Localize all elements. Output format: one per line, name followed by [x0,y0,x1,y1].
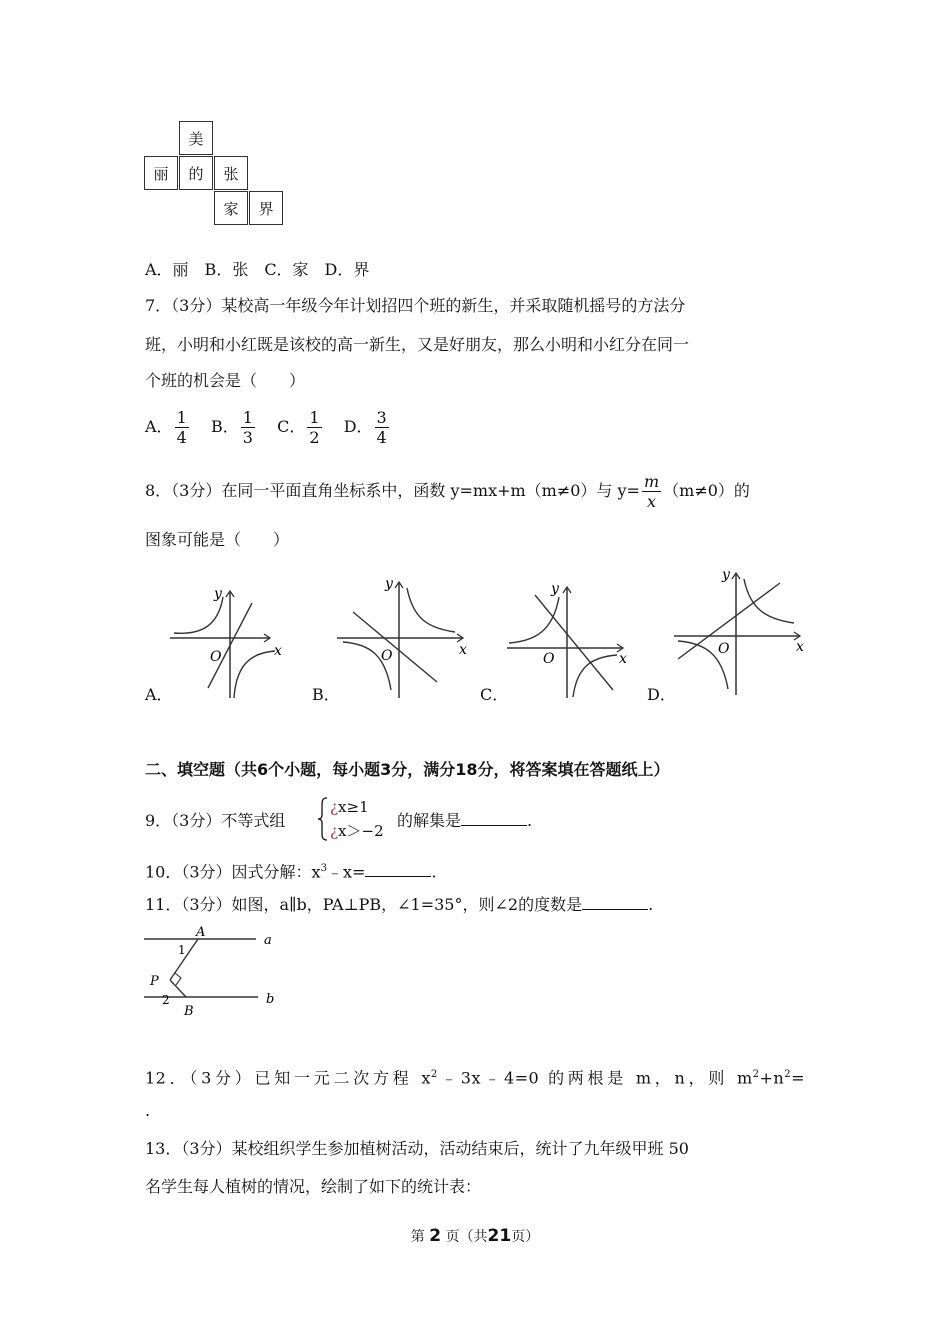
q8-graph-d [672,563,812,698]
grid-cell-jie: 界 [249,191,283,225]
q11-label-B: B [184,1004,194,1019]
q8-option-a-label: A． [145,685,173,704]
q11-label-1: 1 [178,943,186,957]
grid-cell-de: 的 [179,156,213,190]
q11-label-A: A [196,925,206,940]
q8d-x-label: x [796,639,804,655]
q9-row2: ¿x＞−2 [330,822,384,840]
q8b-y-label: y [385,576,393,592]
q6-options: A．丽 B．张 C．家 D．界 [145,260,370,279]
q8b-x-label: x [459,642,467,658]
q7-line2: 班，小明和小红既是该校的高一新生，又是好朋友，那么小明和小红分在同一 [145,335,690,354]
q8-line1: 8．（3分）在同一平面直角坐标系中，函数 y=mx+m（m≠0）与 y= $\frac{m}{x}$ （m≠0）的 [145,472,750,511]
q9-prefix: 9．（3分）不等式组 [145,811,286,830]
q7-option-b: B． $\frac{1}{3}$ [210,408,253,447]
q7-option-a: A． $\frac{1}{4}$ [145,408,187,447]
q11-label-P: P [150,974,159,989]
q12-line1: 12．（3分）已知一元二次方程 $x^2﹣3x﹣4=0$ 的两根是 m，n，则 $m^2+n^2=$ [145,1068,805,1088]
q10-answer-blank[interactable] [365,860,431,877]
q7-option-d: D． $\frac{3}{4}$ [343,408,387,447]
q7-option-c: C． $\frac{1}{2}$ [277,408,320,447]
q10-line: 10．（3分）因式分解：$x^3﹣x=$ . [145,862,437,882]
q11-label-2: 2 [162,993,170,1007]
grid-cell-li: 丽 [144,156,178,190]
q8-option-c-label: C． [480,685,509,704]
q8a-x-label: x [274,643,282,659]
q11-figure [140,922,285,1028]
q7-line1: 7．（3分）某校高一年级今年计划招四个班的新生，并采取随机摇号的方法分 [145,296,686,315]
footer-page-number: 2 [429,1226,442,1246]
q8-option-d-label: D． [647,685,676,704]
q7-options [145,406,391,448]
q8-graph-c [505,575,635,700]
q9-row1: ¿x≥1 [330,798,369,816]
q8-graph-a [170,583,290,703]
q13-line1: 13．（3分）某校组织学生参加植树活动，活动结束后，统计了九年级甲班 50 [145,1139,689,1158]
q7-line3: 个班的机会是（ ） [145,371,306,390]
section-2-title: 二、填空题（共6个小题，每小题3分，满分18分，将答案填在答题纸上） [145,760,670,779]
q9-brace [317,797,329,841]
q8-line2: 图象可能是（ ） [145,530,290,549]
q8c-origin-label: O [543,651,555,667]
q8c-x-label: x [619,651,627,667]
grid-cell-zhang: 张 [214,156,248,190]
q9-answer-blank[interactable] [461,809,527,826]
q11-label-b: b [266,992,275,1007]
q8c-y-label: y [551,581,559,597]
footer-total-pages: 21 [487,1226,512,1246]
q11-answer-blank[interactable] [582,893,648,910]
q12-line2: . [145,1101,151,1120]
grid-cell-jia: 家 [214,191,248,225]
q8-option-b-label: B． [312,685,340,704]
q8a-y-label: y [214,586,222,602]
q9-suffix: 的解集是 . [397,811,533,830]
q8d-origin-label: O [718,641,730,657]
page-footer: 第 2 页（共21页） [410,1226,540,1246]
grid-cell-mei: 美 [179,121,213,155]
q8b-origin-label: O [381,648,393,664]
q11-line: 11．（3分）如图，a∥b，PA⊥PB，∠1=35°，则∠2的度数是 . [145,895,654,914]
q8d-y-label: y [722,567,730,583]
q8a-origin-label: O [210,649,222,665]
q11-label-a: a [264,933,272,948]
q8-graph-b [335,570,475,700]
q13-line2: 名学生每人植树的情况，绘制了如下的统计表： [145,1177,482,1196]
